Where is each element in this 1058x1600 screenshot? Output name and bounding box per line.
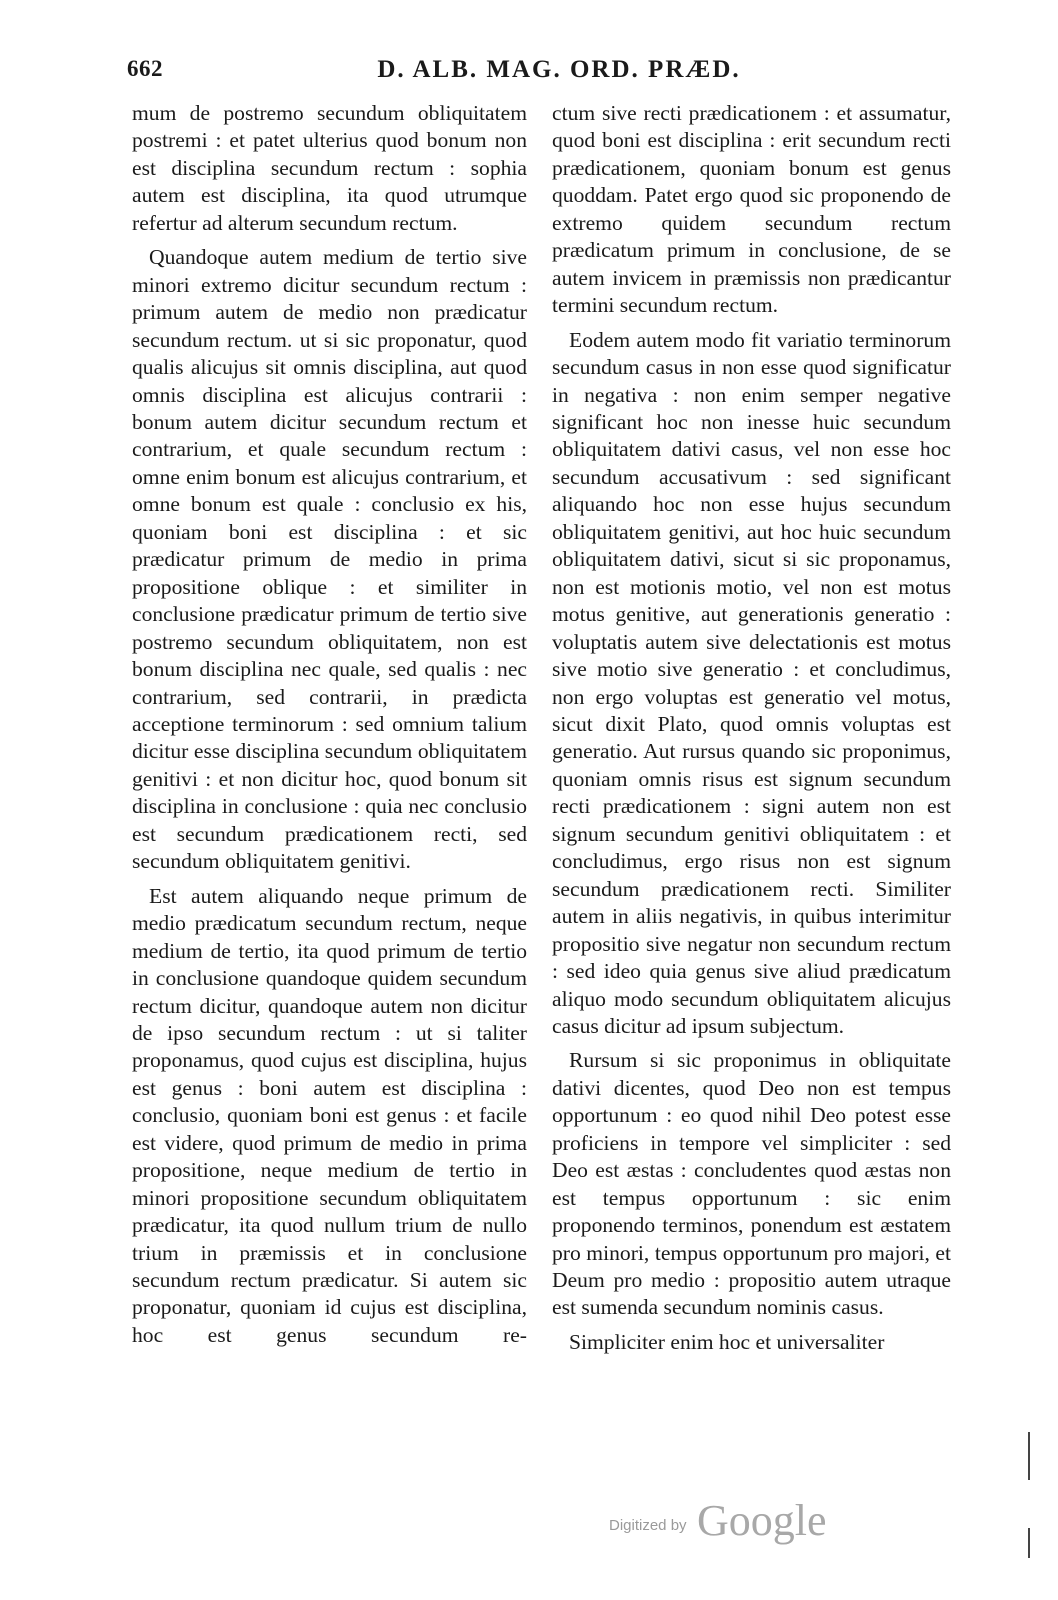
watermark-prefix: Digitized by bbox=[609, 1517, 687, 1534]
page-number: 662 bbox=[127, 56, 163, 81]
paragraph: Rursum si sic proponimus in obliquitate dativi dicentes, quod Deo non est tempus opportunum : eo quod nihil Deo potest esse proficiens in tempore vel simpliciter : sed Deo est æstas : concludentes quod æstas non est tempus opportunum : sic enim proponendo terminos, ponendum est æstatem pro minori, tempus opportunum pro majori, et Deum pro medio : propositio autem utraque est sumenda secundum nominis casus. bbox=[552, 1048, 951, 1320]
page-header bbox=[127, 56, 951, 90]
watermark-logo: Google bbox=[697, 1496, 827, 1545]
paragraph: Est autem aliquando neque primum de medio prædicatum secundum rectum, neque medium de tertio, ita quod primum de tertio in conclusione quandoque quidem secundum rectum dicitur, quandoque autem non dicitur de ipso secundum rectum : ut si taliter proponamus, quod cujus est disciplina, hujus est genus : boni autem est disciplina : conclusio, quoniam boni est genus : et facile est videre, quod primum de medio in prima propositione, neque medium de tertio in minori propositione secundum obliquitatem prædicatur, ita quod nullum trium de nullo trium in præmissis et in conclusione secundum rectum prædicatur. Si autem sic proponatur, quoniam id cujus est disciplina, hoc est genus secundum re- bbox=[132, 883, 527, 1347]
paragraph: Simpliciter enim hoc et universaliter bbox=[569, 1329, 885, 1354]
running-head: D. ALB. MAG. ORD. PRÆD. bbox=[377, 56, 741, 83]
paragraph: Eodem autem modo fit variatio terminorum secundum casus in non esse quod significatur in negativa : non enim semper negative significant hoc non inesse huic secundum obliquitatem dativi casus, vel non esse hoc secundum accusativum : sed significant aliquando hoc non esse hujus secundum obliquitatem genitivi, aut hoc huic secundum obliquitatem dativi, sicut si sic proponamus, non est motionis motio, vel non est motus motus genitive, aut generationis generatio : voluptatis autem sive delectationis est motus sive motio sive generatio : et concludimus, non ergo voluptas est generatio vel motus, sicut dixit Plato, quod omnis voluptas est generatio. Aut rursus quando sic proponimus, quoniam omnis risus est signum secundum recti prædicationem : signi autem non est signum secundum genitivi obliquitatem : et concludimus, ergo risus non est signum secundum prædicationem recti. Similiter autem in aliis negativis, in quibus interimitur propositio sive negatur non secundum rectum : sed ideo quia genus sive aliud prædicatum aliquo modo secundum obliquitatem alicujus casus dicitur ad ipsum subjectum. bbox=[552, 327, 951, 1038]
scan-edge-mark bbox=[1028, 1528, 1030, 1558]
paragraph: mum de postremo secundum obliquitatem postremi : et patet ulterius quod bonum non est disciplina secundum rectum : sophia autem est disciplina, ita quod utrumque refertur ad alterum secundum rectum. bbox=[132, 101, 527, 235]
paragraph: Quandoque autem medium de tertio sive minori extremo dicitur secundum rectum : primum autem de medio non prædicatur secundum rectum. ut si sic proponatur, quod qualis alicujus sit omnis disciplina, aut quod omnis disciplina est alicujus contrarii : bonum autem dicitur secundum rectum et contrarium, et quale secundum rectum : omne enim bonum est alicujus contrarium, et omne bonum est quale : conclusio ex his, quoniam boni est disciplina : et sic prædicatur primum de medio in prima propositione oblique : et similiter in conclusione prædicatur primum de tertio sive postremo secundum obliquitatem, non est bonum disciplina nec quale, sed qualis : nec contrarium, sed contrarii, in prædicta acceptione terminorum : sed omnium talium dicitur esse disciplina secundum obliquitatem genitivi : et non dicitur hoc, quod bonum sit disciplina in conclusione : quia nec conclusio est secundum prædicationem recti, sed secundum obliquitatem genitivi. bbox=[132, 245, 527, 874]
left-column bbox=[132, 100, 527, 1349]
scan-edge-mark bbox=[1028, 1432, 1030, 1480]
right-column bbox=[552, 100, 951, 1356]
paragraph: ctum sive recti prædicationem : et assumatur, quod boni est disciplina : erit secundum recti prædicationem, quoniam bonum est genus quoddam. Patet ergo quod sic proponendo de extremo quidem secundum rectum prædicatum primum in conclusione, de se autem invicem in præmissis non prædicantur termini secundum rectum. bbox=[552, 101, 951, 318]
